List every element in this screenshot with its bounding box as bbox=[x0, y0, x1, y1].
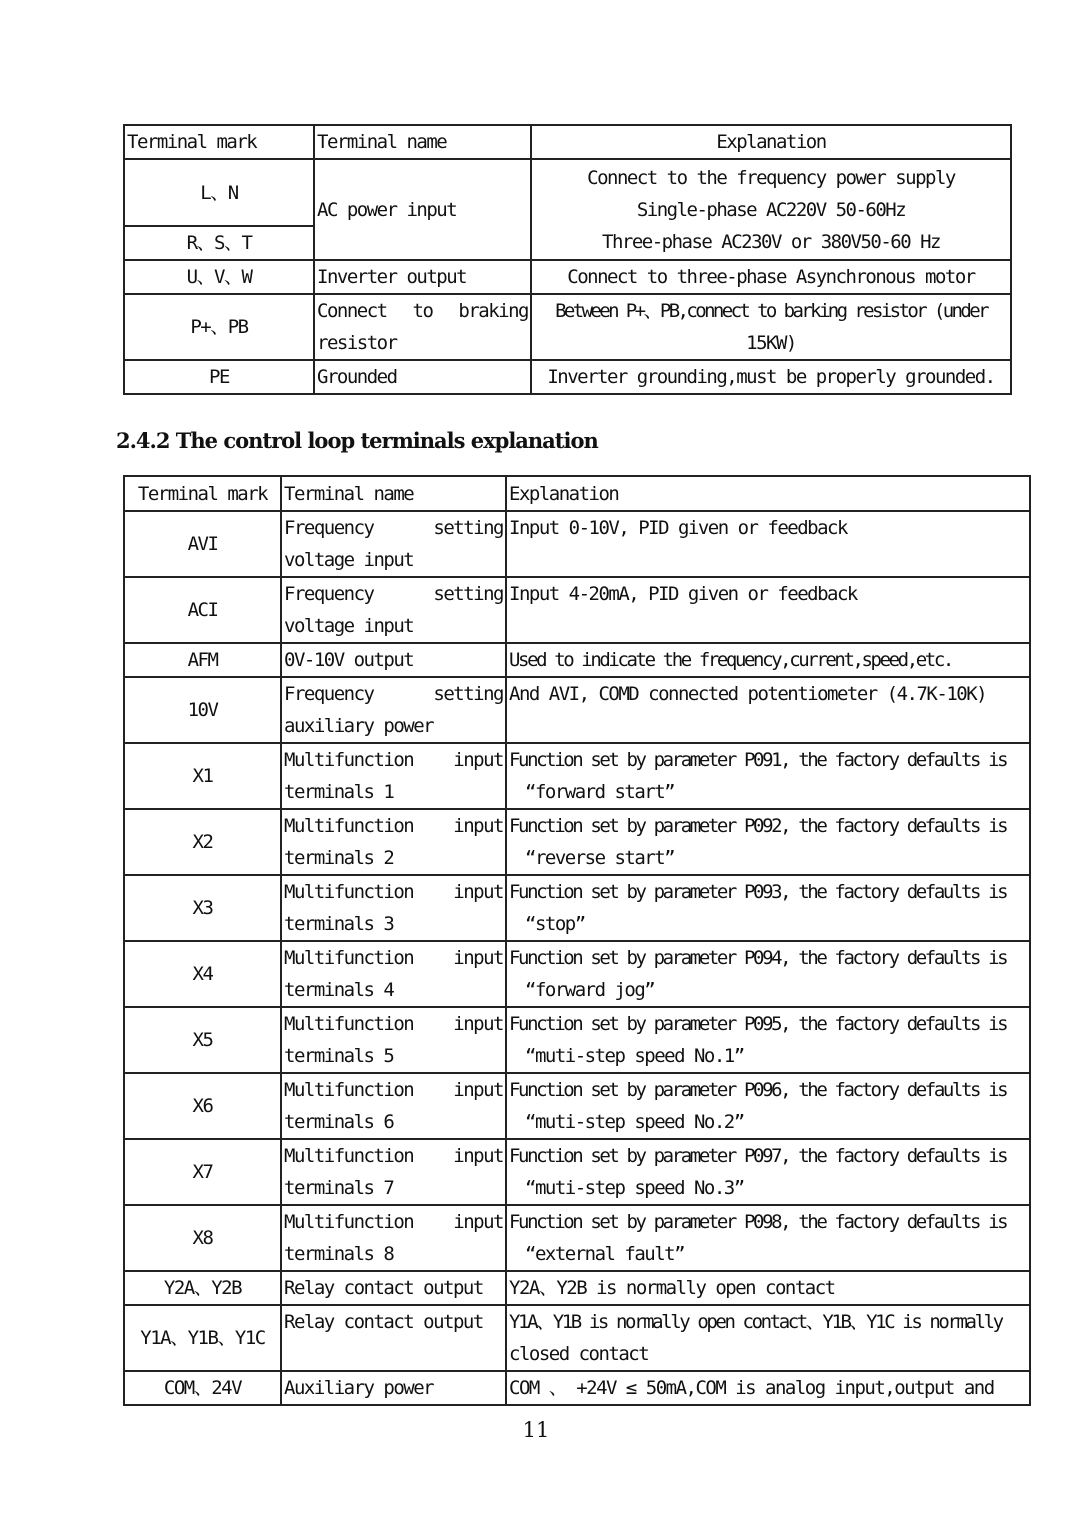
name-word: Frequency bbox=[284, 517, 374, 539]
explanation-line: Function set by parameter P094, the factory defaults is bbox=[509, 947, 1007, 969]
table-row bbox=[124, 677, 1030, 743]
explanation-line: Between P+、PB,connect to barking resistor (under bbox=[555, 300, 987, 322]
explanation bbox=[506, 809, 1030, 875]
explanation-line: Function set by parameter P096, the factory defaults is bbox=[509, 1079, 1007, 1101]
explanation bbox=[506, 875, 1030, 941]
name-word: terminals 6 bbox=[284, 1111, 394, 1133]
table-row bbox=[124, 260, 1011, 294]
name-word: terminals 7 bbox=[284, 1177, 394, 1199]
explanation bbox=[506, 577, 1030, 643]
terminal-mark: X3 bbox=[124, 875, 281, 941]
explanation-line: Single-phase AC220V 50-60Hz bbox=[636, 198, 906, 221]
table-row bbox=[124, 1271, 1030, 1305]
terminal-mark: X8 bbox=[124, 1205, 281, 1271]
explanation-line: Function set by parameter P098, the factory defaults is bbox=[509, 1211, 1007, 1233]
explanation-line: “muti-step speed No.3” bbox=[525, 1177, 744, 1199]
terminal-name: AC power input bbox=[314, 159, 531, 260]
terminal-mark: L、N bbox=[124, 159, 314, 226]
terminal-mark: X5 bbox=[124, 1007, 281, 1073]
name-word: input bbox=[453, 1013, 503, 1035]
terminal-name bbox=[281, 677, 506, 743]
explanation-line: “stop” bbox=[525, 913, 585, 935]
table-header-row bbox=[124, 125, 1011, 159]
power-terminals-table bbox=[123, 124, 1012, 395]
terminal-name: Inverter output bbox=[314, 260, 531, 294]
name-word: input bbox=[453, 1145, 503, 1167]
terminal-name bbox=[281, 1139, 506, 1205]
terminal-mark: X7 bbox=[124, 1139, 281, 1205]
name-word: Frequency bbox=[284, 683, 374, 705]
name-word: input bbox=[453, 749, 503, 771]
explanation-line bbox=[509, 610, 1027, 642]
table-row bbox=[124, 360, 1011, 394]
terminal-mark: R、S、T bbox=[124, 226, 314, 260]
name-word: auxiliary power bbox=[284, 715, 434, 737]
explanation bbox=[506, 743, 1030, 809]
header-terminal-mark: Terminal mark bbox=[124, 476, 281, 511]
table-row bbox=[124, 875, 1030, 941]
explanation-line: Function set by parameter P093, the factory defaults is bbox=[509, 881, 1007, 903]
terminal-name bbox=[281, 875, 506, 941]
terminal-name bbox=[281, 511, 506, 577]
terminal-name bbox=[314, 294, 531, 360]
name-word: terminals 2 bbox=[284, 847, 394, 869]
explanation bbox=[506, 1371, 1030, 1405]
terminal-mark: X2 bbox=[124, 809, 281, 875]
explanation-line bbox=[509, 710, 1027, 742]
terminal-mark: ACI bbox=[124, 577, 281, 643]
terminal-name bbox=[281, 1371, 506, 1405]
control-terminals-table bbox=[123, 475, 1031, 1406]
terminal-name bbox=[281, 743, 506, 809]
name-word: Multifunction bbox=[284, 881, 414, 903]
explanation-line: “external fault” bbox=[525, 1243, 685, 1265]
header-terminal-mark: Terminal mark bbox=[124, 125, 314, 159]
explanation bbox=[506, 511, 1030, 577]
terminal-name bbox=[281, 809, 506, 875]
explanation bbox=[506, 1271, 1030, 1305]
name-word: terminals 3 bbox=[284, 913, 394, 935]
header-explanation: Explanation bbox=[531, 125, 1011, 159]
explanation-line: “reverse start” bbox=[525, 847, 675, 869]
name-word: terminals 4 bbox=[284, 979, 394, 1001]
explanation-line bbox=[509, 544, 1027, 576]
explanation-line: Input 0-10V, PID given or feedback bbox=[509, 517, 847, 539]
table-row bbox=[124, 1305, 1030, 1371]
table-row bbox=[124, 941, 1030, 1007]
name-word: setting bbox=[433, 583, 503, 605]
table-row bbox=[124, 1371, 1030, 1405]
name-word: input bbox=[453, 881, 503, 903]
explanation: Connect to three-phase Asynchronous motor bbox=[531, 260, 1011, 294]
table-row bbox=[124, 1007, 1030, 1073]
table-row bbox=[124, 511, 1030, 577]
terminal-mark: Y1A、Y1B、Y1C bbox=[124, 1305, 281, 1371]
name-line: Relay contact output bbox=[284, 1277, 483, 1299]
explanation-line: “forward start” bbox=[525, 781, 675, 803]
terminal-name: Grounded bbox=[314, 360, 531, 394]
explanation bbox=[506, 941, 1030, 1007]
explanation-line: “forward jog” bbox=[525, 979, 655, 1001]
explanation-line: Connect to the frequency power supply bbox=[587, 166, 955, 189]
explanation bbox=[506, 1073, 1030, 1139]
explanation bbox=[506, 1007, 1030, 1073]
name-line: Auxiliary power bbox=[284, 1377, 434, 1399]
explanation bbox=[506, 1305, 1030, 1371]
name-word: resistor bbox=[317, 332, 397, 354]
explanation bbox=[531, 294, 1011, 360]
explanation bbox=[506, 1205, 1030, 1271]
terminal-name bbox=[281, 1271, 506, 1305]
name-word: Multifunction bbox=[284, 1211, 414, 1233]
explanation-line: Function set by parameter P095, the factory defaults is bbox=[509, 1013, 1007, 1035]
explanation bbox=[506, 1139, 1030, 1205]
name-line: Relay contact output bbox=[284, 1311, 483, 1333]
name-line: 0V-10V output bbox=[284, 649, 414, 671]
table-row bbox=[124, 743, 1030, 809]
name-word: terminals 5 bbox=[284, 1045, 394, 1067]
name-word: braking bbox=[458, 300, 528, 322]
explanation: Inverter grounding,must be properly grounded. bbox=[531, 360, 1011, 394]
terminal-mark: P+、PB bbox=[124, 294, 314, 360]
name-word: Multifunction bbox=[284, 749, 414, 771]
name-word: input bbox=[453, 1079, 503, 1101]
terminal-mark: U、V、W bbox=[124, 260, 314, 294]
terminal-name bbox=[281, 643, 506, 677]
terminal-name bbox=[281, 941, 506, 1007]
name-word: voltage input bbox=[284, 615, 414, 637]
table-row bbox=[124, 159, 1011, 226]
terminal-mark: AVI bbox=[124, 511, 281, 577]
name-word: Multifunction bbox=[284, 1013, 414, 1035]
table-row bbox=[124, 294, 1011, 360]
explanation-line: Function set by parameter P091, the factory defaults is bbox=[509, 749, 1007, 771]
header-terminal-name: Terminal name bbox=[314, 125, 531, 159]
name-word: voltage input bbox=[284, 549, 414, 571]
table-header-row bbox=[124, 476, 1030, 511]
explanation-line: 15KW) bbox=[746, 332, 796, 354]
terminal-name bbox=[281, 1073, 506, 1139]
terminal-mark: Y2A、Y2B bbox=[124, 1271, 281, 1305]
explanation-line: “muti-step speed No.2” bbox=[525, 1111, 744, 1133]
table-row bbox=[124, 1139, 1030, 1205]
table-row bbox=[124, 809, 1030, 875]
terminal-name bbox=[281, 577, 506, 643]
explanation bbox=[506, 677, 1030, 743]
table-row bbox=[124, 643, 1030, 677]
terminal-name bbox=[281, 1205, 506, 1271]
name-word: terminals 1 bbox=[284, 781, 394, 803]
terminal-mark: X1 bbox=[124, 743, 281, 809]
header-terminal-name: Terminal name bbox=[281, 476, 506, 511]
name-word: to bbox=[412, 300, 433, 322]
explanation-line: Function set by parameter P092, the factory defaults is bbox=[509, 815, 1007, 837]
explanation-line: Function set by parameter P097, the factory defaults is bbox=[509, 1145, 1007, 1167]
table-row bbox=[124, 1073, 1030, 1139]
explanation-line: Used to indicate the frequency,current,speed,etc. bbox=[509, 649, 952, 671]
name-word: setting bbox=[433, 683, 503, 705]
table-row bbox=[124, 1205, 1030, 1271]
name-word: Connect bbox=[317, 300, 387, 322]
section-heading: 2.4.2 The control loop terminals explanation bbox=[116, 428, 598, 453]
explanation-line: COM 、 +24V ≤ 50mA,COM is analog input,output and bbox=[509, 1377, 994, 1399]
explanation-line: Y2A、Y2B is normally open contact bbox=[509, 1277, 835, 1299]
name-word: Multifunction bbox=[284, 815, 414, 837]
terminal-name bbox=[281, 1007, 506, 1073]
name-word: Frequency bbox=[284, 583, 374, 605]
name-word: terminals 8 bbox=[284, 1243, 394, 1265]
name-word: input bbox=[453, 947, 503, 969]
explanation bbox=[506, 643, 1030, 677]
page-number: 11 bbox=[522, 1418, 550, 1442]
explanation-line: And AVI, COMD connected potentiometer (4.7K-10K) bbox=[509, 683, 987, 705]
name-word: Multifunction bbox=[284, 1145, 414, 1167]
name-word: input bbox=[453, 815, 503, 837]
terminal-name bbox=[281, 1305, 506, 1371]
terminal-mark: X6 bbox=[124, 1073, 281, 1139]
table-row bbox=[124, 577, 1030, 643]
explanation-line: Three-phase AC230V or 380V50-60 Hz bbox=[602, 230, 940, 253]
terminal-mark: AFM bbox=[124, 643, 281, 677]
terminal-mark: PE bbox=[124, 360, 314, 394]
explanation bbox=[531, 159, 1011, 260]
explanation-line: “muti-step speed No.1” bbox=[525, 1045, 744, 1067]
explanation-line: Input 4-20mA, PID given or feedback bbox=[509, 583, 857, 605]
name-line bbox=[284, 1338, 503, 1370]
name-word: Multifunction bbox=[284, 1079, 414, 1101]
terminal-mark: COM、24V bbox=[124, 1371, 281, 1405]
name-word: Multifunction bbox=[284, 947, 414, 969]
explanation-line: closed contact bbox=[509, 1343, 649, 1365]
name-word: input bbox=[453, 1211, 503, 1233]
name-word: setting bbox=[433, 517, 503, 539]
explanation-line: Y1A、Y1B is normally open contact、Y1B、Y1C is normally bbox=[509, 1311, 1002, 1333]
terminal-mark: 10V bbox=[124, 677, 281, 743]
terminal-mark: X4 bbox=[124, 941, 281, 1007]
header-explanation: Explanation bbox=[506, 476, 1030, 511]
